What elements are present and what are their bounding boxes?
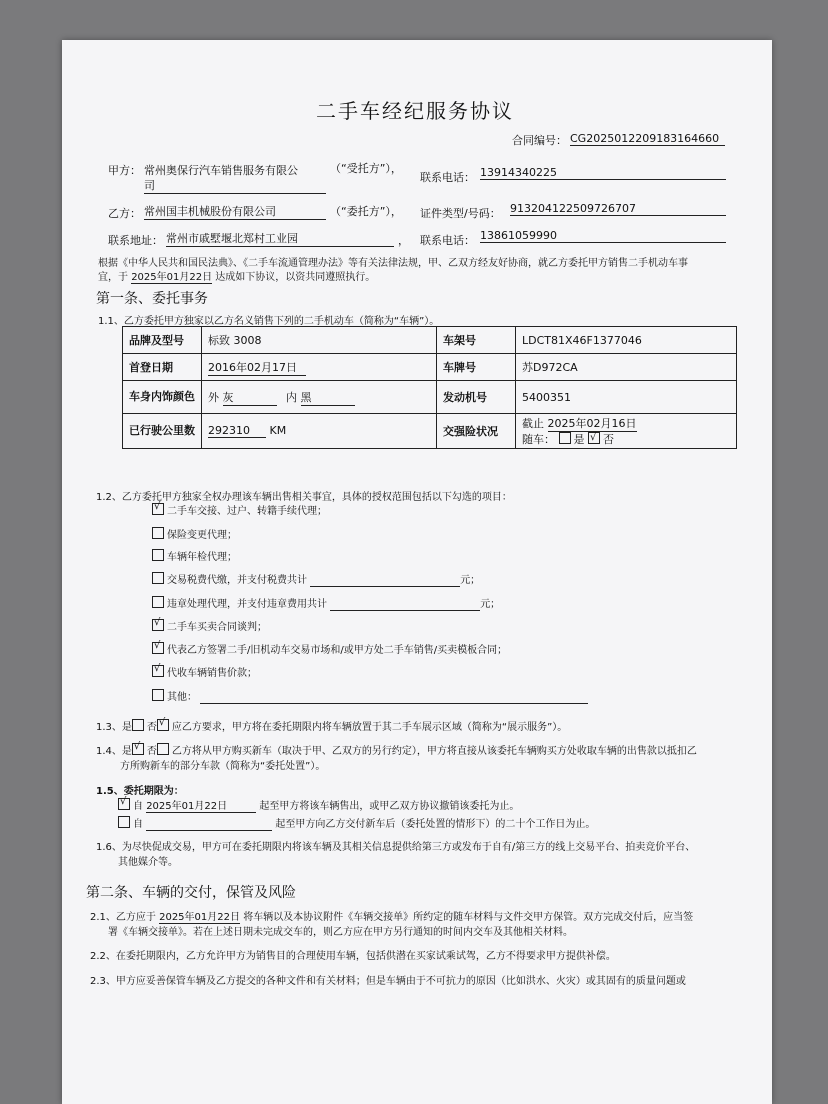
- insurance-cell: [516, 414, 737, 449]
- section-1-title: 第一条、委托事务: [96, 291, 208, 307]
- clause-1-3-text: 应乙方要求，甲方将在委托期限内将车辆放置于其二手车展示区域（简称为“展示服务”）。: [171, 722, 568, 733]
- scope-checkbox[interactable]: [152, 596, 164, 608]
- contract-no: CG20250122091831646​60: [570, 132, 725, 146]
- phone-1: 13914340225: [480, 166, 726, 180]
- clause-2-1: [90, 908, 693, 924]
- frame-label: 车架号: [437, 327, 516, 354]
- scope-item: [152, 502, 327, 517]
- party-a-name-2: 司: [144, 177, 326, 194]
- other-blank[interactable]: [200, 692, 588, 704]
- scope-checkbox[interactable]: [152, 549, 164, 561]
- clause-1-4-no: 否: [146, 746, 157, 757]
- table-row: [123, 354, 737, 381]
- clause-1-5: 1.5、委托期限为：: [96, 786, 184, 797]
- scope-item: [152, 595, 500, 611]
- scope-item: [152, 688, 588, 704]
- disposal-no-checkbox[interactable]: [157, 743, 169, 755]
- scope-label: 交易税费代缴，并支付税费共计: [167, 575, 307, 586]
- scope-label: 二手车交接、过户、转籍手续代理；: [167, 506, 327, 517]
- address-comma: ，: [398, 234, 409, 247]
- party-b-label: 乙方：: [108, 207, 141, 220]
- scope-label: 违章处理代理，并支付违章费用共计: [167, 599, 327, 610]
- insurance-date: 2025年02月16日: [547, 416, 637, 430]
- term-2-date-blank[interactable]: [146, 819, 272, 831]
- reg-label: 首登日期: [123, 354, 202, 381]
- id-value: 913204122509726707: [510, 202, 726, 216]
- table-row: [123, 381, 737, 414]
- phone-label-1: 联系电话：: [420, 171, 475, 184]
- engine-label: 发动机号: [437, 381, 516, 414]
- scope-item: [152, 664, 257, 679]
- term-1-text: 起至甲方将该车辆售出，或甲乙双方协议撤销该委托为止。: [259, 801, 520, 812]
- clause-1-4-line-2: 方所购新车的部分车款（简称为“委托处置”）。: [120, 761, 326, 772]
- term-1-date: 2025年01月22日: [146, 797, 256, 813]
- insurance-follow: 随车：: [522, 432, 555, 446]
- scope-label: 代收车辆销售价款；: [167, 668, 257, 679]
- intro-text-b: 达成如下协议，以资共同遵照执行。: [215, 272, 376, 283]
- clause-1-6: 1.6、为尽快促成交易，甲方可在委托期限内将该车辆及其相关信息提供给第三方或发布于自有/第三方的线上交易平台、拍卖竞价平台、: [96, 842, 696, 853]
- mileage-cell: [202, 414, 437, 449]
- clause-1-4-text: 乙方将从甲方购买新车（取决于甲、乙双方的另行约定），甲方将直接从该委托车辆购买方处收取车辆的出售款以抵扣乙: [171, 746, 697, 757]
- clause-2-1-prefix: 2.1、乙方应于: [90, 912, 156, 923]
- mileage-label: 已行驶公里数: [123, 414, 202, 449]
- intro-date: 2025年01月22日: [131, 268, 212, 284]
- reg-value: 2016年02月17日: [208, 359, 306, 376]
- engine-value: 5400351: [516, 381, 737, 414]
- id-label: 证件类型/号码：: [420, 207, 501, 220]
- tax-amount-blank[interactable]: [310, 575, 460, 587]
- party-a-role: （“受托方”），: [330, 162, 402, 175]
- term-2-text: 起至甲方向乙方交付新车后（委托处置的情形下）的二十个工作日为止。: [275, 819, 596, 830]
- plate-label: 车牌号: [437, 354, 516, 381]
- scope-checkbox[interactable]: [152, 642, 164, 654]
- party-b-name: 常州国丰机械股份有限公司: [144, 203, 326, 220]
- intro-line-2: [98, 268, 375, 284]
- party-a-name-1: 常州奥保行汽车销售服务有限公: [144, 164, 298, 177]
- clause-2-1-line-2: 署《车辆交接单》。若在上述日期未完成交车的，则乙方应在甲方另行通知的时间内交车及其他相关材料。: [108, 927, 573, 938]
- insurance-yes-checkbox[interactable]: [559, 432, 571, 444]
- clause-2-1-text: 将车辆以及本协议附件《车辆交接单》所约定的随车材料与文件交甲方保管。双方完成交付后，应当签: [243, 912, 694, 923]
- insurance-label: 交强险状况: [437, 414, 516, 449]
- disposal-yes-checkbox[interactable]: [132, 743, 144, 755]
- insurance-yes-label: 是: [573, 432, 585, 446]
- scope-label: 车辆年检代理；: [167, 552, 237, 563]
- clause-1-2: 1.2、乙方委托甲方独家全权办理该车辆出售相关事宜，具体的授权范围包括以下勾选的项目：: [96, 492, 512, 503]
- brand-value: 标致 3008: [202, 327, 437, 354]
- scope-checkbox[interactable]: [152, 689, 164, 701]
- table-row: [123, 327, 737, 354]
- term-2-from: 自: [133, 819, 143, 830]
- address-value: 常州市戚墅堰北郑村工业园: [166, 230, 394, 247]
- scope-item: [152, 526, 237, 541]
- exterior-color: 灰: [223, 389, 277, 406]
- clause-1-4-prefix: 1.4、是: [96, 746, 132, 757]
- scope-label: 其他：: [167, 692, 197, 703]
- brand-label: 品牌及型号: [123, 327, 202, 354]
- vehicle-table: [122, 326, 737, 449]
- display-yes-checkbox[interactable]: [132, 719, 144, 731]
- scope-checkbox[interactable]: [152, 572, 164, 584]
- scope-item: [152, 548, 237, 563]
- doc-title: 二手车经纪服务协议: [316, 99, 514, 123]
- clause-2-3: 2.3、甲方应妥善保管车辆及乙方提交的各种文件和有关材料；但是车辆由于不可抗力的原因（比如洪水、火灾）或其固有的质量问题或: [90, 976, 686, 987]
- clause-1-1: 1.1、乙方委托甲方独家以乙方名义销售下列的二手机动车（简称为“车辆”）。: [98, 316, 440, 327]
- insurance-no-label: 否: [603, 432, 614, 446]
- clause-1-4: [96, 742, 697, 757]
- table-row: [123, 414, 737, 449]
- clause-2-1-date: 2025年01月22日: [159, 908, 240, 924]
- intro-line-1: 根据《中华人民共和国民法典》、《二手车流通管理办法》等有关法律法规，甲、乙双方经友好协商，就乙方委托甲方销售二手机动车事: [98, 258, 688, 269]
- color-cell: [202, 381, 437, 414]
- violation-amount-blank[interactable]: [330, 599, 480, 611]
- address-label: 联系地址：: [108, 234, 163, 247]
- scope-item: [152, 571, 480, 587]
- exterior-prefix: 外: [208, 390, 219, 404]
- mileage-value: 292310: [208, 424, 266, 438]
- display-no-checkbox[interactable]: [157, 719, 169, 731]
- color-label: 车身内饰颜色: [123, 381, 202, 414]
- scope-label: 代表乙方签署二手/旧机动车交易市场和/或甲方处二手车销售/买卖模板合同；: [167, 645, 508, 656]
- interior-color: 黑: [301, 389, 355, 406]
- scope-checkbox[interactable]: [152, 619, 164, 631]
- clause-1-6-line-2: 其他媒介等。: [118, 857, 178, 868]
- term-1-checkbox[interactable]: [118, 798, 130, 810]
- reg-cell: [202, 354, 437, 381]
- plate-value: 苏D972CA: [516, 354, 737, 381]
- party-b-role: （“委托方”），: [330, 205, 402, 218]
- contract-page: [62, 40, 772, 1104]
- insurance-prefix: 截止: [522, 416, 544, 430]
- term-option-1: [118, 797, 519, 813]
- phone-2: 13861059990: [480, 229, 726, 243]
- interior-prefix: 内: [286, 390, 297, 404]
- term-1-from: 自: [133, 801, 143, 812]
- insurance-no-checkbox[interactable]: [588, 432, 600, 444]
- contract-no-label: 合同编号：: [512, 134, 567, 147]
- intro-text-a: 宜，于: [98, 272, 128, 283]
- scope-item: [152, 641, 507, 656]
- frame-value: LDCT81X46F1377046: [516, 327, 737, 354]
- scope-checkbox[interactable]: [152, 665, 164, 677]
- scope-checkbox[interactable]: [152, 527, 164, 539]
- clause-1-3-prefix: 1.3、是: [96, 722, 132, 733]
- clause-2-2: 2.2、在委托期限内，乙方允许甲方为销售目的合理使用车辆，包括供潜在买家试乘试驾，乙方不得要求甲方提供补偿。: [90, 951, 616, 962]
- phone-label-2: 联系电话：: [420, 234, 475, 247]
- scope-label: 二手车买卖合同谈判；: [167, 622, 267, 633]
- mileage-unit: KM: [269, 424, 287, 437]
- term-option-2: [118, 815, 595, 831]
- scope-suffix: 元；: [480, 599, 501, 610]
- scope-suffix: 元；: [460, 575, 481, 586]
- section-2-title: 第二条、车辆的交付，保管及风险: [86, 885, 296, 901]
- scope-label: 保险变更代理；: [167, 530, 237, 541]
- clause-1-3-no: 否: [146, 722, 157, 733]
- scope-checkbox[interactable]: [152, 503, 164, 515]
- clause-1-3: [96, 718, 567, 733]
- scope-item: [152, 618, 267, 633]
- term-2-checkbox[interactable]: [118, 816, 130, 828]
- party-a-label: 甲方：: [108, 164, 141, 177]
